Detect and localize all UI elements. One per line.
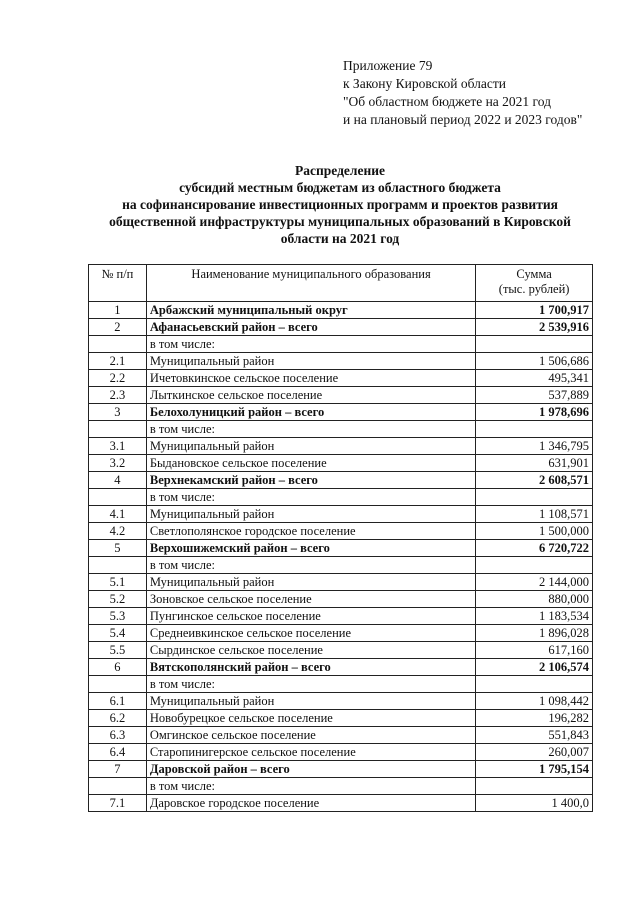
row-sum: 1 978,696 (476, 404, 593, 421)
row-sum: 880,000 (476, 591, 593, 608)
row-sum: 1 896,028 (476, 625, 593, 642)
table-row (89, 608, 593, 625)
table-row (89, 642, 593, 659)
row-sum (476, 676, 593, 693)
table-row (89, 421, 593, 438)
row-sum: 1 506,686 (476, 353, 593, 370)
row-name: Верхнекамский район – всего (146, 472, 475, 489)
row-sum: 1 346,795 (476, 438, 593, 455)
row-name: Белохолуницкий район – всего (146, 404, 475, 421)
row-sum: 1 108,571 (476, 506, 593, 523)
row-number (89, 489, 147, 506)
table-row (89, 438, 593, 455)
table-body (89, 302, 593, 812)
row-name: Новобурецкое сельское поселение (146, 710, 475, 727)
table-row (89, 676, 593, 693)
row-name: Даровской район – всего (146, 761, 475, 778)
table-row (89, 336, 593, 353)
row-number: 7 (89, 761, 147, 778)
row-number: 3 (89, 404, 147, 421)
row-number: 3.1 (89, 438, 147, 455)
row-number: 5.5 (89, 642, 147, 659)
row-name: в том числе: (146, 676, 475, 693)
row-number (89, 557, 147, 574)
appendix-line: и на плановый период 2022 и 2023 годов" (343, 112, 583, 127)
row-sum: 2 608,571 (476, 472, 593, 489)
row-number (89, 421, 147, 438)
table-row (89, 302, 593, 319)
row-sum: 1 795,154 (476, 761, 593, 778)
row-sum: 537,889 (476, 387, 593, 404)
row-sum: 1 700,917 (476, 302, 593, 319)
row-name: в том числе: (146, 336, 475, 353)
row-name: Ичетовкинское сельское поселение (146, 370, 475, 387)
subsidy-table (88, 264, 593, 812)
header-num: № п/п (89, 265, 147, 302)
row-name: Муниципальный район (146, 574, 475, 591)
table-row (89, 744, 593, 761)
header-name: Наименование муниципального образования (146, 265, 475, 302)
row-number (89, 336, 147, 353)
row-sum: 6 720,722 (476, 540, 593, 557)
row-number: 5.4 (89, 625, 147, 642)
row-number (89, 676, 147, 693)
row-number (89, 778, 147, 795)
row-sum: 1 400,0 (476, 795, 593, 812)
table-row (89, 472, 593, 489)
row-sum: 196,282 (476, 710, 593, 727)
row-name: Сырдинское сельское поселение (146, 642, 475, 659)
row-name: Верхошижемский район – всего (146, 540, 475, 557)
row-sum: 1 183,534 (476, 608, 593, 625)
row-sum: 2 144,000 (476, 574, 593, 591)
table-row (89, 319, 593, 336)
table-row (89, 506, 593, 523)
table-row (89, 761, 593, 778)
row-name: Арбажский муниципальный округ (146, 302, 475, 319)
row-name: Старопинигерское сельское поселение (146, 744, 475, 761)
row-number: 6.4 (89, 744, 147, 761)
row-name: Пунгинское сельское поселение (146, 608, 475, 625)
table-row (89, 404, 593, 421)
row-name: Среднеивкинское сельское поселение (146, 625, 475, 642)
title-line: области на 2021 год (280, 231, 400, 246)
table-row (89, 625, 593, 642)
title-line: общественной инфраструктуры муниципальных образований в Кировской (109, 214, 571, 229)
row-name: Быдановское сельское поселение (146, 455, 475, 472)
appendix-line: к Закону Кировской области (343, 76, 507, 91)
row-number: 1 (89, 302, 147, 319)
appendix-line: "Об областном бюджете на 2021 год (343, 94, 551, 109)
row-sum (476, 421, 593, 438)
row-number: 6.3 (89, 727, 147, 744)
table-row (89, 387, 593, 404)
row-number: 4.2 (89, 523, 147, 540)
table-row (89, 727, 593, 744)
row-sum (476, 336, 593, 353)
row-name: Муниципальный район (146, 693, 475, 710)
row-number: 2.2 (89, 370, 147, 387)
table-row (89, 693, 593, 710)
row-sum: 2 106,574 (476, 659, 593, 676)
row-number: 5.2 (89, 591, 147, 608)
appendix-block (343, 57, 582, 129)
title-line: Распределение (294, 163, 386, 178)
row-sum (476, 489, 593, 506)
row-name: Даровское городское поселение (146, 795, 475, 812)
row-number: 4.1 (89, 506, 147, 523)
row-sum (476, 778, 593, 795)
row-name: Лыткинское сельское поселение (146, 387, 475, 404)
table-row (89, 540, 593, 557)
row-number: 6 (89, 659, 147, 676)
row-name: Зоновское сельское поселение (146, 591, 475, 608)
row-sum: 551,843 (476, 727, 593, 744)
table-row (89, 523, 593, 540)
table-row (89, 574, 593, 591)
table-row (89, 795, 593, 812)
row-number: 5 (89, 540, 147, 557)
row-sum: 495,341 (476, 370, 593, 387)
table-row (89, 370, 593, 387)
row-number: 6.2 (89, 710, 147, 727)
row-sum (476, 557, 593, 574)
row-sum: 631,901 (476, 455, 593, 472)
table-row (89, 455, 593, 472)
row-number: 2.3 (89, 387, 147, 404)
table-header-row (89, 265, 593, 302)
row-sum: 260,007 (476, 744, 593, 761)
row-number: 5.3 (89, 608, 147, 625)
row-number: 4 (89, 472, 147, 489)
table-row (89, 353, 593, 370)
title-line: на софинансирование инвестиционных программ и проектов развития (122, 197, 558, 212)
title-line: субсидий местным бюджетам из областного бюджета (179, 180, 501, 195)
row-name: Омгинское сельское поселение (146, 727, 475, 744)
row-name: Афанасьевский район – всего (146, 319, 475, 336)
table-row (89, 489, 593, 506)
row-sum: 617,160 (476, 642, 593, 659)
document-title (60, 162, 620, 247)
row-number: 2 (89, 319, 147, 336)
row-name: в том числе: (146, 557, 475, 574)
table-row (89, 591, 593, 608)
table-row (89, 659, 593, 676)
row-number: 6.1 (89, 693, 147, 710)
row-number: 7.1 (89, 795, 147, 812)
header-sum (476, 265, 593, 302)
appendix-line: Приложение 79 (343, 58, 433, 73)
row-name: в том числе: (146, 489, 475, 506)
row-name: Муниципальный район (146, 438, 475, 455)
row-name: в том числе: (146, 421, 475, 438)
row-name: в том числе: (146, 778, 475, 795)
row-name: Светлополянское городское поселение (146, 523, 475, 540)
row-sum: 2 539,916 (476, 319, 593, 336)
row-number: 3.2 (89, 455, 147, 472)
table-row (89, 557, 593, 574)
header-sum-line2: (тыс. рублей) (498, 282, 570, 296)
table-row (89, 778, 593, 795)
header-sum-line1: Сумма (516, 267, 552, 281)
row-sum: 1 098,442 (476, 693, 593, 710)
row-name: Муниципальный район (146, 353, 475, 370)
row-number: 5.1 (89, 574, 147, 591)
row-number: 2.1 (89, 353, 147, 370)
row-name: Муниципальный район (146, 506, 475, 523)
row-sum: 1 500,000 (476, 523, 593, 540)
row-name: Вятскополянский район – всего (146, 659, 475, 676)
table-row (89, 710, 593, 727)
